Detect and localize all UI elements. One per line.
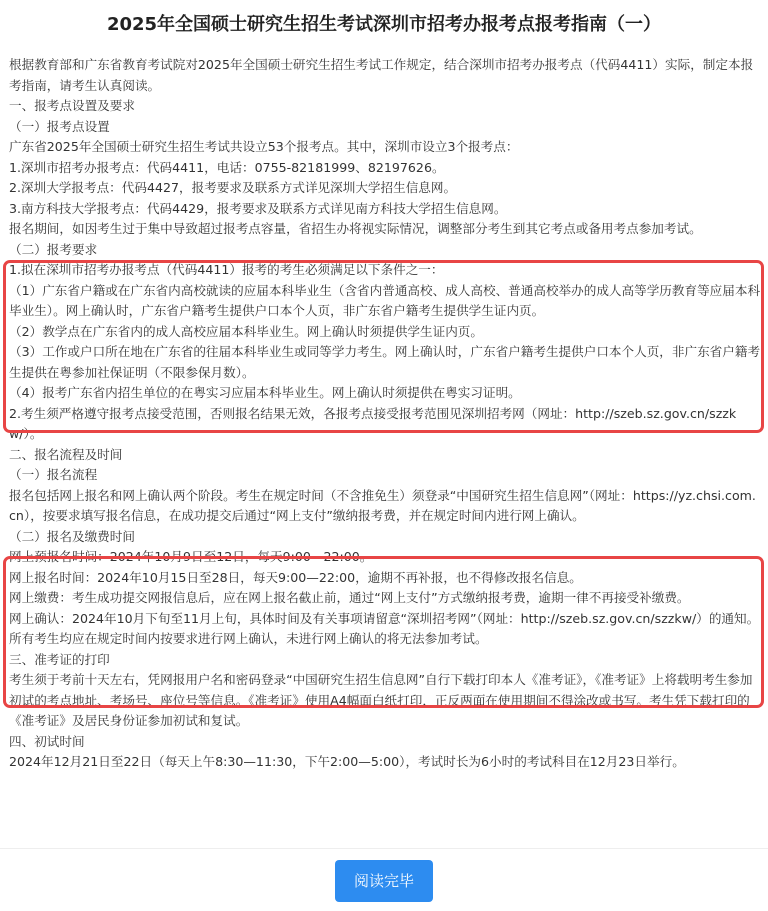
footer-divider [0, 848, 768, 849]
guide-content [9, 55, 761, 773]
guide-paragraph: 网上缴费：考生成功提交网报信息后，应在网上报名截止前，通过“网上支付”方式缴纳报考费，逾期一律不再接受补缴费。 [9, 590, 690, 605]
guide-paragraph: 2024年12月21日至22日（每天上午8:30—11:30，下午2:00—5:00），考试时长为6小时的考试科目在12月23日举行。 [9, 754, 685, 769]
guide-paragraph: 报名期间，如因考生过于集中导致超过报考点容量，省招生办将视实际情况，调整部分考生到其它考点或备用考点参加考试。 [9, 221, 702, 236]
guide-paragraph: （3）工作或户口所在地在广东省的往届本科毕业生或同等学力考生。网上确认时，广东省户籍考生提供户口本个人页，非广东省户籍考生提供在粤参加社保证明（不限参保月数）。 [9, 344, 761, 380]
guide-paragraph: 2.深圳大学报考点：代码4427，报考要求及联系方式详见深圳大学招生信息网。 [9, 180, 457, 195]
subsection-heading-2-2: （二）报名及缴费时间 [9, 528, 135, 544]
section-heading-3: 三、准考证的打印 [9, 651, 110, 667]
page-title: 2025年全国硕士研究生招生考试深圳市招考办报考点报考指南（一） [106, 14, 662, 35]
section-heading-4: 四、初试时间 [9, 733, 85, 749]
guide-paragraph: 2.考生须严格遵守报考点接受范围，否则报名结果无效，各报考点接受报考范围见深圳招考网（网址：http://szeb.sz.gov.cn/szzkw/）。 [9, 405, 737, 441]
subsection-heading-2-1: （一）报名流程 [9, 467, 98, 482]
subsection-heading-1-2: （二）报考要求 [9, 241, 98, 257]
guide-paragraph: （1）广东省户籍或在广东省内高校就读的应届本科毕业生（含省内普通高校、成人高校、普通高校举办的成人高等学历教育等应届本科毕业生）。网上确认时，广东省户籍考生提供户口本个人页，非广东省户籍考生提供学生证内页。 [9, 282, 761, 318]
read-complete-button[interactable]: 阅读完毕 [335, 860, 433, 902]
guide-paragraph: 广东省2025年全国硕士研究生招生考试共设立53个报考点。其中，深圳市设立3个报考点： [9, 139, 519, 154]
guide-paragraph: 1.拟在深圳市招考办报考点（代码4411）报考的考生必须满足以下条件之一： [9, 262, 444, 277]
guide-paragraph: 1.深圳市招考办报考点：代码4411，电话：0755-82181999、82197626。 [9, 159, 445, 175]
guide-paragraph: 网上预报名时间：2024年10月9日至12日，每天9:00—22:00。 [9, 549, 373, 564]
guide-paragraph: 网上报名时间：2024年10月15日至28日，每天9:00—22:00，逾期不再补报，也不得修改报名信息。 [9, 569, 582, 585]
guide-paragraph: 报名包括网上报名和网上确认两个阶段。考生在规定时间（不含推免生）须登录“中国研究生招生信息网”（网址：https://yz.chsi.com.cn），按要求填写报名信息，在成功提交后通过“网上支付”缴纳报考费，并在规定时间内进行网上确认。 [9, 487, 756, 523]
section-heading-1: 一、报考点设置及要求 [9, 98, 135, 113]
guide-paragraph: 网上确认：2024年10月下旬至11月上旬，具体时间及有关事项请留意“深圳招考网”（网址：http://szeb.sz.gov.cn/szzkw/）的通知。所有考生均应在规定时间内按要求进行网上确认，未进行网上确认的将无法参加考试。 [9, 610, 760, 646]
guide-paragraph: （4）报考广东省内招生单位的在粤实习应届本科毕业生。网上确认时须提供在粤实习证明。 [9, 385, 521, 400]
section-heading-2: 二、报名流程及时间 [9, 446, 123, 462]
subsection-heading-1-1: （一）报考点设置 [9, 118, 110, 134]
guide-paragraph: （2）教学点在广东省内的成人高校应届本科毕业生。网上确认时须提供学生证内页。 [9, 323, 483, 339]
intro-paragraph: 根据教育部和广东省教育考试院对2025年全国硕士研究生招生考试工作规定，结合深圳市招考办报考点（代码4411）实际，制定本报考指南，请考生认真阅读。 [9, 57, 754, 93]
guide-paragraph: 3.南方科技大学报考点：代码4429，报考要求及联系方式详见南方科技大学招生信息网。 [9, 200, 507, 216]
guide-paragraph: 考生须于考前十天左右，凭网报用户名和密码登录“中国研究生招生信息网”自行下载打印本人《准考证》，《准考证》上将载明考生参加初试的考点地址、考场号、座位号等信息。《准考证》使用A4幅面白纸打印，正反两面在使用期间不得涂改或书写。考生凭下载打印的《准考证》及居民身份证参加初试和复试。 [9, 672, 753, 728]
